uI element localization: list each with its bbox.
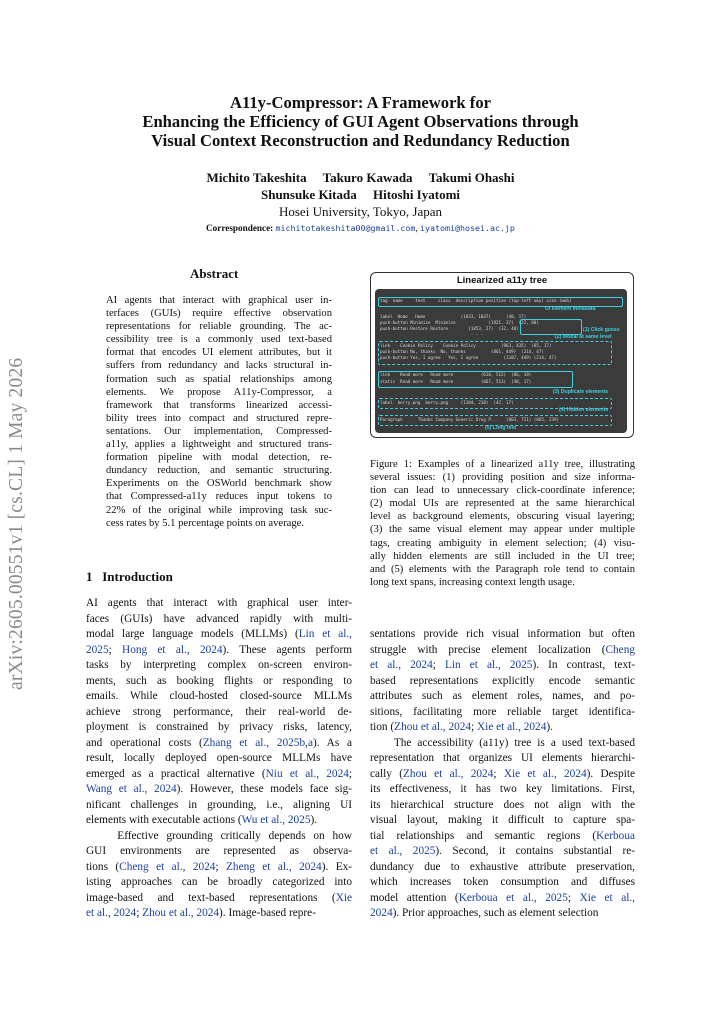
figure-label: (2) Modal at same level: [555, 334, 612, 340]
body-line: GUI environments are represented as observa-: [86, 845, 352, 857]
citation-link[interactable]: Xie et al., 2024: [503, 767, 587, 780]
body-line: [370, 720, 635, 736]
figure-label: (4) Hidden elements: [559, 407, 609, 413]
text-run: ). As a: [312, 736, 353, 749]
title-line: Enhancing the Efficiency of GUI Agent Observations through: [142, 112, 579, 131]
abstract-line: suffers from redundancy and lacks structural in-: [106, 360, 332, 372]
text-run: ,: [305, 736, 308, 749]
body-line: [370, 844, 635, 860]
citation-link[interactable]: Zhou et al., 2024: [142, 907, 220, 919]
citation-link[interactable]: Wang et al., 2024: [86, 783, 177, 795]
citation-link[interactable]: Xie et al., 2024: [477, 721, 547, 733]
citation-link[interactable]: Zhang et al., 2025b: [202, 736, 306, 749]
abstract-line: framework that transforms linearized accessi-: [106, 399, 332, 411]
body-line: based representations explicitly encode semantic: [370, 674, 635, 687]
text-run: result, locally deployed open-source MLLMs have: [86, 752, 352, 764]
abstract-line: formation such as spatial relationships among: [106, 373, 332, 385]
body-line: [370, 767, 635, 783]
click-guess-box: [520, 319, 582, 335]
citation-link[interactable]: Wu et al., 2025: [241, 814, 311, 826]
body-line: its hierarchical structure does not align with the: [370, 798, 635, 811]
figure-panel: [375, 289, 627, 433]
abstract-line: dundancy reduction, and semantic structuring.: [106, 465, 332, 477]
body-line: faces (GUIs) have advanced rapidly with multi-: [86, 612, 352, 625]
body-line: sitions, facilitating more reliable target identifica-: [370, 705, 635, 718]
citation-link[interactable]: Zhou et al., 2024: [403, 767, 494, 780]
figure-row: push-button Restore Restore (1853, 27) (32, 40): [380, 326, 519, 331]
abstract-line: bility trees into compact and structured repre-: [106, 412, 332, 424]
caption-line: (2) modal UIs are represented at the same hierarchical: [370, 498, 635, 510]
figure-row: push-button Minimize Minimize (1921, 37) (22, 80): [380, 320, 539, 325]
text-run: ). Image-based repre-: [219, 907, 316, 919]
text-run: ). These agents perform: [222, 643, 353, 656]
caption-line: several issues: (1) providing position and size informa-: [370, 472, 635, 484]
body-line: [86, 767, 352, 783]
figure-caption: [370, 458, 635, 589]
abstract-line: elements. We propose A11y-Compressor, a: [106, 386, 332, 398]
text-run: tion (: [370, 721, 395, 733]
abstract-line: formation pipeline with modal detection, re-: [106, 452, 332, 464]
citation-link[interactable]: Cheng et al., 2024: [119, 860, 216, 873]
body-line: which increases token consumption and diffuses: [370, 876, 635, 888]
abstract-line: cessibility tree is a commonly used text-based: [106, 334, 332, 346]
body-line: [86, 860, 352, 876]
abstract-line: format that encodes UI element attributes, but it: [106, 347, 332, 359]
body-line: tasks by interpreting complex on-screen environ-: [86, 659, 352, 671]
abstract-line: 22% of the original while improving task suc-: [106, 504, 332, 516]
caption-line: ally hidden elements are still included in the UI tree;: [370, 550, 635, 562]
abstract-line: a11y, applies a lightweight and structured trans-: [106, 439, 332, 451]
citation-link[interactable]: Xie et al.,: [579, 891, 635, 904]
abstract-heading: Abstract: [190, 266, 239, 281]
intro-right-column: [370, 627, 635, 922]
figure-row: link Read more Read more (610, 512) (86, 19): [380, 372, 532, 377]
text-run: ;: [348, 767, 353, 780]
body-line: [370, 891, 635, 907]
text-run: ;: [471, 721, 478, 733]
figure-label: (1) Click guess: [583, 327, 620, 333]
author-list: [70, 170, 651, 203]
body-line: its effectiveness, it has two key limitations. First,: [370, 783, 635, 795]
text-run: tial relationships and semantic regions (: [370, 829, 597, 842]
text-run: image-based and text-based representations (: [86, 891, 336, 904]
intro-left-column: [86, 596, 352, 922]
title-line: Visual Context Reconstruction and Redundancy Reduction: [151, 131, 570, 150]
body-line: [86, 891, 352, 907]
caption-line: tion can lead to unnecessary click-coordinate inference;: [370, 485, 635, 497]
body-line: ployment is constrained by privacy risks, latency,: [86, 721, 352, 733]
citation-link[interactable]: a: [307, 736, 313, 749]
caption-line: tags, creating ambiguity in element selection; (4) visu-: [370, 537, 635, 549]
caption-line: and (5) elements with the Paragraph role tend to contain: [370, 563, 635, 575]
citation-link[interactable]: 2025: [86, 643, 109, 656]
body-line: attributes such as element roles, names, and po-: [370, 690, 635, 702]
correspondence-label: Correspondence:: [206, 223, 274, 233]
text-run: elements with executable actions (: [86, 814, 242, 826]
figure-label: (5) Long text: [485, 425, 517, 431]
body-line: The accessibility (a11y) tree is a used text-based: [370, 736, 635, 749]
body-line: [370, 658, 635, 674]
body-line: [370, 829, 635, 845]
figure-row: push-button No, thanks No, thanks (861, 449) (214, 47): [380, 349, 544, 354]
citation-link[interactable]: et al., 2025: [370, 845, 436, 857]
caption-line: long text spans, increasing context length usage.: [370, 576, 575, 588]
body-line: representation that organizes UI elements hierarchi-: [370, 752, 635, 764]
text-run: ). Prior approaches, such as element selection: [392, 907, 599, 919]
figure-row: label Home Home (1833, 1037) (40, 17): [380, 314, 527, 319]
figure-title: Linearized a11y tree: [456, 275, 548, 286]
abstract-line: representations for reliable grounding. The ac-: [106, 321, 332, 333]
citation-link[interactable]: Zhou et al., 2024: [394, 721, 472, 733]
abstract-line: Experiments on the OSWorld benchmark show: [106, 478, 332, 490]
body-line: dundancy due to exhaustive attribute preservation,: [370, 860, 635, 873]
citation-link[interactable]: et al., 2024: [86, 907, 137, 919]
citation-link[interactable]: Cheng: [605, 643, 635, 656]
text-run: ). Despite: [586, 767, 635, 780]
text-run: ;: [567, 891, 580, 904]
text-run: ;: [108, 643, 123, 656]
text-run: ). Ex-: [321, 860, 353, 873]
text-run: and operational costs (: [86, 736, 203, 749]
abstract-line: AI agents that interact with graphical user in-: [106, 295, 332, 306]
text-run: ). In contrast, text-: [532, 659, 635, 671]
figure-row: link Cookie Policy Cookie Policy (963, 435) (85, 17): [380, 343, 552, 348]
body-line: [86, 643, 352, 659]
section-heading: [86, 569, 173, 585]
body-line: isting approaches can be broadly categorized into: [86, 876, 352, 888]
citation-link[interactable]: Lin et al.,: [298, 628, 352, 640]
caption-line: (3) the same visual element may appear under multiple: [370, 524, 635, 536]
figure-row: push-button Yes, I agree Yes, I agree (1107, 449) (214, 47): [380, 355, 557, 360]
abstract-line: sentations. Our implementation, Compressed-: [106, 425, 332, 437]
text-run: ).: [546, 721, 553, 733]
body-line: [86, 906, 352, 922]
body-line: AI agents that interact with graphical user inter-: [86, 597, 352, 609]
citation-link[interactable]: Niu et al., 2024: [265, 767, 349, 780]
body-line: sentations provide rich visual information but often: [370, 628, 635, 640]
body-line: [86, 627, 352, 643]
text-run: modal large language models (MLLMs) (: [86, 628, 299, 640]
email-link-2[interactable]: iyatomi@hosei.ac.jp: [420, 223, 515, 233]
email-link-1[interactable]: michitotakeshita00@gmail.com: [275, 223, 416, 233]
section-title: Introduction: [102, 569, 173, 584]
abstract-body: [106, 294, 332, 530]
authors-line: Shunsuke Kitada Hitoshi Iyatomi: [260, 186, 461, 202]
citation-link[interactable]: Lin et al., 2025: [444, 659, 533, 671]
text-run: ). However, these models face sig-: [176, 783, 353, 795]
text-run: ;: [493, 767, 504, 780]
body-line: [370, 643, 635, 659]
citation-link[interactable]: Zheng et al., 2024: [226, 860, 322, 873]
citation-link[interactable]: Kerboua et al., 2025: [458, 891, 568, 904]
text-run: ;: [136, 907, 143, 919]
arxiv-stamp: arXiv:2605.00551v1 [cs.CL] 1 May 2026: [6, 357, 27, 690]
abstract-line: terfaces (GUIs) require effective observation: [106, 308, 332, 320]
authors-line: Michito Takeshita Takuro Kawada Takumi Ohashi: [206, 170, 515, 185]
body-line: emails. While cloud-hosted closed-source MLLMs: [86, 690, 352, 702]
body-line: nificant challenges in grounding, i.e., aligning UI: [86, 798, 352, 811]
paper-title: [70, 93, 651, 150]
text-run: cally (: [370, 767, 404, 780]
citation-link[interactable]: 2024: [370, 907, 393, 919]
email-separator: ,: [415, 223, 418, 233]
abstract-line: cess rates by 5.1 percentage points on average.: [106, 517, 304, 529]
correspondence: [70, 223, 651, 233]
figure-row: tag name text class description position (top-left x&y) size (w&h): [380, 298, 572, 303]
text-run: model attention (: [370, 891, 459, 904]
body-line: achieve strong performance, their real-world de-: [86, 705, 352, 718]
text-run: struggle with precise element localization (: [370, 643, 606, 656]
text-run: ). Second, it contains substantial re-: [435, 845, 635, 857]
text-run: ).: [310, 814, 318, 826]
title-line: A11y-Compressor: A Framework for: [230, 93, 491, 112]
text-run: tions (: [86, 860, 120, 873]
caption-line: Figure 1: Examples of a linearized a11y tree, illustrating: [370, 459, 635, 470]
body-line: Effective grounding critically depends on how: [86, 829, 352, 842]
citation-link[interactable]: Hong et al., 2024: [122, 643, 223, 656]
body-line: [86, 782, 352, 798]
figure-row: . . .: [380, 331, 484, 336]
citation-link[interactable]: Kerboua: [596, 829, 635, 842]
figure-row: Paragraph Thanks Company Generic Drug P... (803, 721) (865, 239): [380, 417, 559, 422]
body-line: [370, 906, 635, 922]
citation-link[interactable]: et al., 2024: [370, 659, 433, 671]
figure-label: UI element metadata: [545, 306, 596, 312]
text-run: ;: [215, 860, 227, 873]
text-run: emerged as a practical alternative (: [86, 767, 266, 780]
text-run: ;: [432, 659, 445, 671]
figure-row: static Read more Read more (667, 513) (48, 17): [380, 379, 532, 384]
body-line: visual layout, making it difficult to capture spa-: [370, 814, 635, 826]
body-line: [86, 813, 352, 829]
figure-1: [370, 272, 634, 438]
body-line: [86, 736, 352, 752]
section-number: 1: [86, 569, 93, 584]
body-line: ments, such as booking flights or responding to: [86, 674, 352, 687]
citation-link[interactable]: Xie: [335, 891, 352, 904]
body-line: [86, 751, 352, 767]
abstract-line: that Compressed-a11y reduces input tokens to: [106, 491, 332, 503]
figure-label: (3) Duplicate elements: [553, 389, 609, 395]
affiliation: Hosei University, Tokyo, Japan: [278, 204, 442, 219]
figure-row: label berry.png berry.png (1104, 218) (42, 17): [380, 400, 514, 405]
caption-line: level as background elements, obscuring visual layering;: [370, 511, 635, 523]
